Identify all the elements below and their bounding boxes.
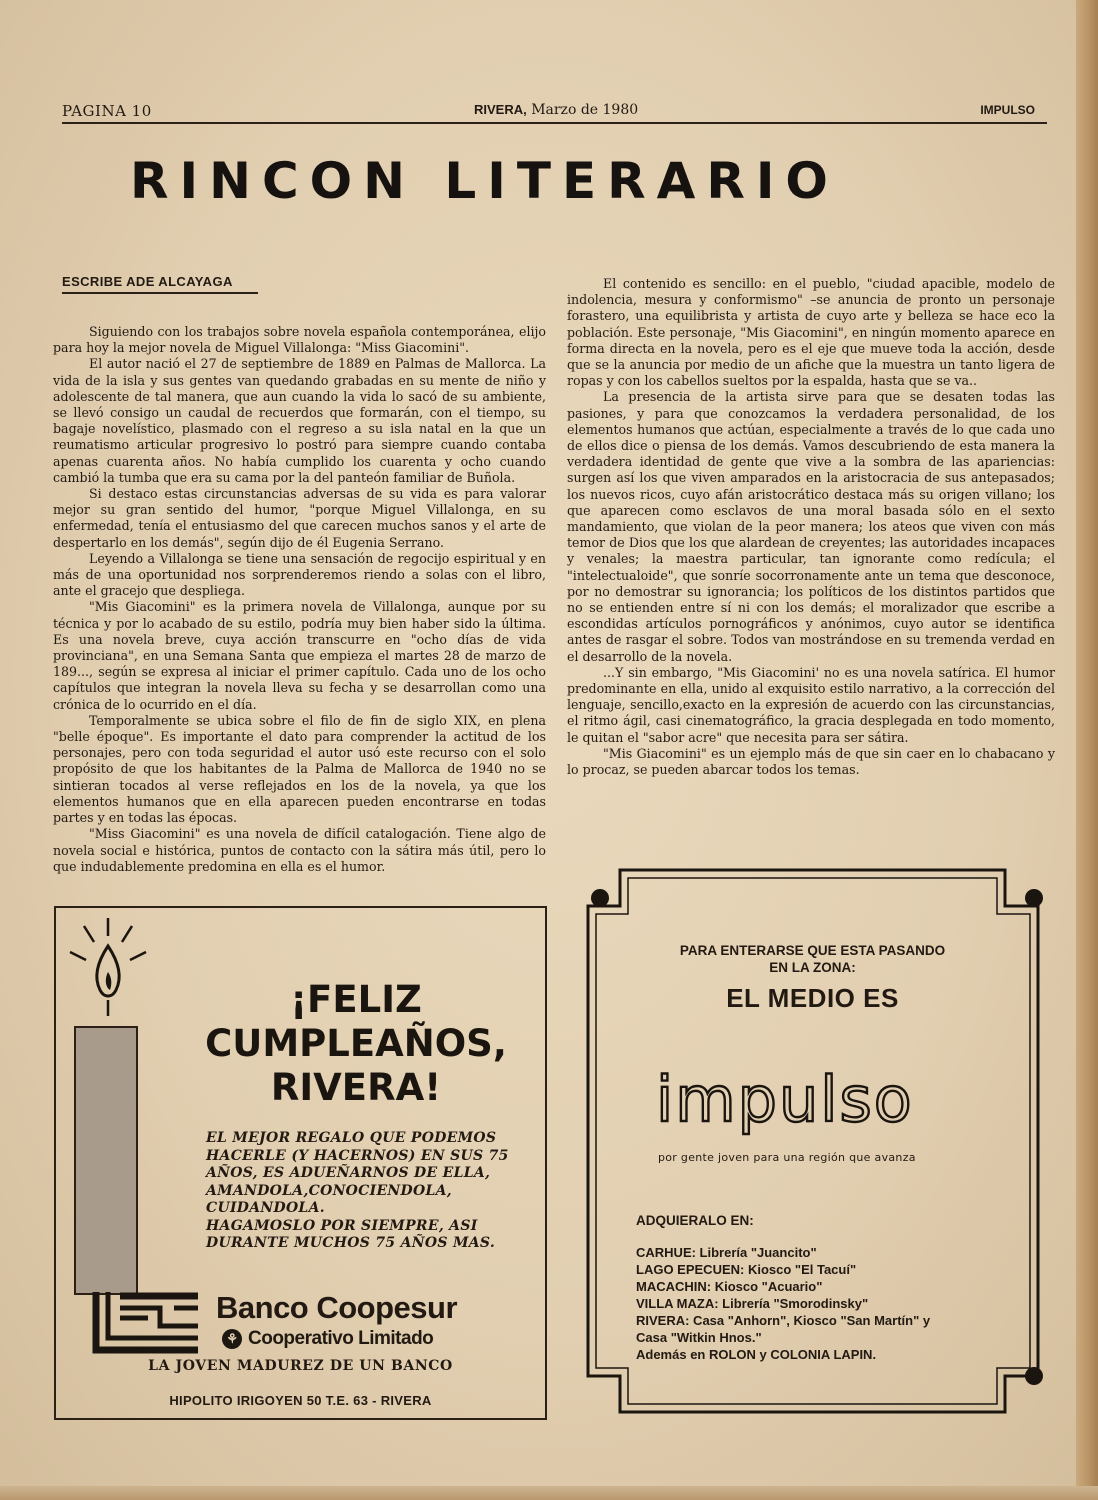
- dateline-city: RIVERA,: [474, 102, 527, 117]
- article-paragraph: Leyendo a Villalonga se tiene una sensación de regocijo espiritual y en más de una oportunidad nos sorprenderemos riendo a solas con el libro, ante el gracejo que despliega.: [53, 550, 546, 599]
- page-edge: [1076, 0, 1098, 1500]
- bank-logo-icon: [90, 1288, 202, 1354]
- message-line: HACERLE (Y HACERNOS) EN SUS 75: [206, 1147, 509, 1164]
- buy-heading: ADQUIERALO EN:: [636, 1213, 754, 1228]
- article-paragraph: "Mis Giacomini" es un ejemplo más de que sin caer en lo chabacano y lo procaz, se pueden abarcar todos los temas.: [567, 745, 1055, 778]
- article-column-left: [53, 324, 546, 875]
- bank-type-label: Cooperativo Limitado: [248, 1328, 434, 1349]
- intro-line: EN LA ZONA:: [769, 960, 856, 975]
- candle-flame-icon: [66, 916, 150, 1016]
- article-paragraph: Siguiendo con los trabajos sobre novela española contemporánea, elijo para hoy la mejor novela de Miguel Villalonga: "Miss Giacomini".: [53, 324, 546, 356]
- page-edge-bottom: [0, 1486, 1098, 1500]
- bank-type: [222, 1328, 433, 1350]
- headline-line: CUMPLEAÑOS,: [205, 1022, 507, 1065]
- section-title: RINCON LITERARIO: [130, 152, 839, 210]
- dateline-date: Marzo de 1980: [531, 102, 639, 118]
- paper-name: IMPULSO: [980, 103, 1035, 117]
- bank-slogan: LA JOVEN MADUREZ DE UN BANCO: [148, 1358, 453, 1374]
- article-paragraph: El autor nació el 27 de septiembre de 1889 en Palmas de Mallorca. La vida de la isla y sus gentes van quedando grabadas en su mente de niño y adolescente de tal manera, que aun cuando la vida lo sacó de su ambiente, se llevó consigo un caudal de recuerdos que formarán, con el tiempo, su bagaje novelístico, plasmado con el regreso a su isla natal en la que un reumatismo articular progresivo lo postró para siempre cuando contaba apenas cuarenta años. No había cumplido los cuarenta y ocho cuando cambió la tumba que era su cama por la del panteón familiar de Buñola.: [53, 356, 546, 485]
- message-line: DURANTE MUCHOS 75 AÑOS MAS.: [206, 1235, 496, 1251]
- impulso-intro: [560, 942, 1065, 976]
- impulso-medio: EL MEDIO ES: [726, 983, 899, 1013]
- article-paragraph: Temporalmente se ubica sobre el filo de fin de siglo XIX, en plena "belle époque". Es importante el dato para comprender la actitud de los personajes, pero con toda seguridad el autor usó este recurso con el solo propósito de que los habitantes de la Palma de Mallorca de 1940 no se sintieran tocados al verse reflejados en los de la novela, ya que los elementos humanos que en ella aparecen pueden encontrarse en todas partes y en todas las épocas.: [53, 712, 546, 826]
- impulso-logo: impulso: [656, 1063, 914, 1136]
- byline: ESCRIBE ADE ALCAYAGA: [62, 274, 258, 294]
- birthday-headline: [176, 978, 536, 1110]
- outlet-list: [636, 1244, 1006, 1363]
- headline-line: RIVERA!: [270, 1066, 442, 1109]
- outlet-item: RIVERA: Casa "Anhorn", Kiosco "San Martín" y: [636, 1313, 931, 1328]
- bank-name: Banco Coopesur: [216, 1290, 458, 1325]
- article-paragraph: "Mis Giacomini" es la primera novela de Villalonga, aunque por su técnica y por lo acabado de su estilo, podría muy bien haber sido la última. Es una novela breve, cuya acción transcurre en "ocho días de vida provinciana", en una Semana Santa que empieza el martes 28 de marzo de 189..., según se expresa al iniciar el primer capítulo. Cada uno de los ocho capítulos que integran la novela lleva su fecha y se desarrollan como una crónica de lo ocurrido en el día.: [53, 599, 546, 712]
- outlet-item: MACACHIN: Kiosco "Acuario": [636, 1279, 823, 1294]
- bank-advertisement: [54, 906, 547, 1420]
- message-line: EL MEJOR REGALO QUE PODEMOS: [206, 1130, 497, 1146]
- outlet-item: Además en ROLON y COLONIA LAPIN.: [636, 1347, 877, 1362]
- message-line: HAGAMOSLO POR SIEMPRE, ASI: [206, 1217, 478, 1234]
- outlet-item: CARHUE: Librería "Juancito": [636, 1245, 817, 1260]
- cooperative-symbol-icon: ⚘: [222, 1329, 242, 1349]
- impulso-tagline: por gente joven para una región que avanza: [658, 1151, 916, 1164]
- impulso-advertisement: [560, 862, 1065, 1424]
- message-line: CUIDANDOLA.: [206, 1200, 325, 1216]
- article-paragraph: Si destaco estas circunstancias adversas de su vida es para valorar mejor su gran sentido del humor, "porque Miguel Villalonga, en su enfermedad, tenía el entusiasmo del que carecen muchos sanos y el arte de despertarlo en los demás", según dijo de él Eugenia Serrano.: [53, 486, 546, 550]
- outlet-item: Casa "Witkin Hnos.": [636, 1330, 762, 1345]
- page-header: [62, 100, 1047, 124]
- intro-line: PARA ENTERARSE QUE ESTA PASANDO: [679, 943, 946, 958]
- message-line: AÑOS, ES ADUEÑARNOS DE ELLA,: [206, 1165, 491, 1181]
- article-paragraph: ...Y sin embargo, "Mis Giacomini' no es una novela satírica. El humor predominante en ella, unido al exquisito estilo narrativo, a la corrección del lenguaje, sencillo,exacto en la expresión de acuerdo con las circunstancias, el ritmo ágil, casi cinematográfico, la gracia desplegada en todo momento, le quitan el "sabor acre" que necesita para ser sátira.: [567, 664, 1055, 745]
- outlet-item: LAGO EPECUEN: Kiosco "El Tacuí": [636, 1262, 857, 1277]
- article-paragraph: El contenido es sencillo: en el pueblo, "ciudad apacible, modelo de indolencia, mesura y conformismo" –se anuncia de pronto un personaje forastero, una equilibrista y artista de cuyo arte y belleza se hace eco la población. Este personaje, "Mis Giacomini", en ningún momento aparece en forma directa en la novela, pero es el eje que mueve toda la acción, desde que se la anuncia por medio de un afiche que la muestra un tanto ligera de ropas y con los cabellos sueltos por la espalda, hasta que se va..: [567, 276, 1055, 389]
- candle-illustration: [74, 1026, 138, 1295]
- article-column-right: [567, 276, 1055, 778]
- bank-address: HIPOLITO IRIGOYEN 50 T.E. 63 - RIVERA: [169, 1393, 432, 1408]
- outlet-item: VILLA MAZA: Librería "Smorodinsky": [636, 1296, 869, 1311]
- dateline: [474, 102, 638, 118]
- headline-line: ¡FELIZ: [290, 978, 422, 1021]
- page-number: PAGINA 10: [62, 102, 152, 120]
- birthday-message: [206, 1130, 526, 1253]
- message-line: AMANDOLA,CONOCIENDOLA,: [206, 1182, 452, 1199]
- article-paragraph: La presencia de la artista sirve para que se desaten todas las pasiones, y para que conozcamos la verdadera personalidad, de los elementos humanos que actúan, especialmente a través de lo que cada uno de ellos dice o piensa de los demás. Vamos descubriendo de esta manera la verdadera identidad de gente que vive a la sombra de las apariencias: surgen así los que viven amparados en la aristocracia de sus antepasados; los nuevos ricos, cuyo afán aristocrático destaca más su origen villano; los que aparecen como esclavos de una moral basada sólo en el sexto mandamiento, que violan de la peor manera; los ateos que viven con más temor de Dios que los que alardean de creyentes; las autoridades incapaces y venales; la maestra particular, tan ignorante como redícula; el "intelectualoide", que sonríe socorronamente ante un tema que desconoce, por no demostrar su ignorancia; los políticos de los distintos partidos que no se entienden entre sí ni con los demás; el moralizador que escribe a escondidas artículos pornográficos y anónimos, cuyo autor se identifica antes de rasgar el sobre. Todos van mostrándose en su tremenda verdad en el desarrollo de la novela.: [567, 389, 1055, 664]
- article-paragraph: "Miss Giacomini" es una novela de difícil catalogación. Tiene algo de novela social e histórica, puntos de contacto con la sátira más útil, pero lo que indudablemente predomina en ella es el humor.: [53, 826, 546, 874]
